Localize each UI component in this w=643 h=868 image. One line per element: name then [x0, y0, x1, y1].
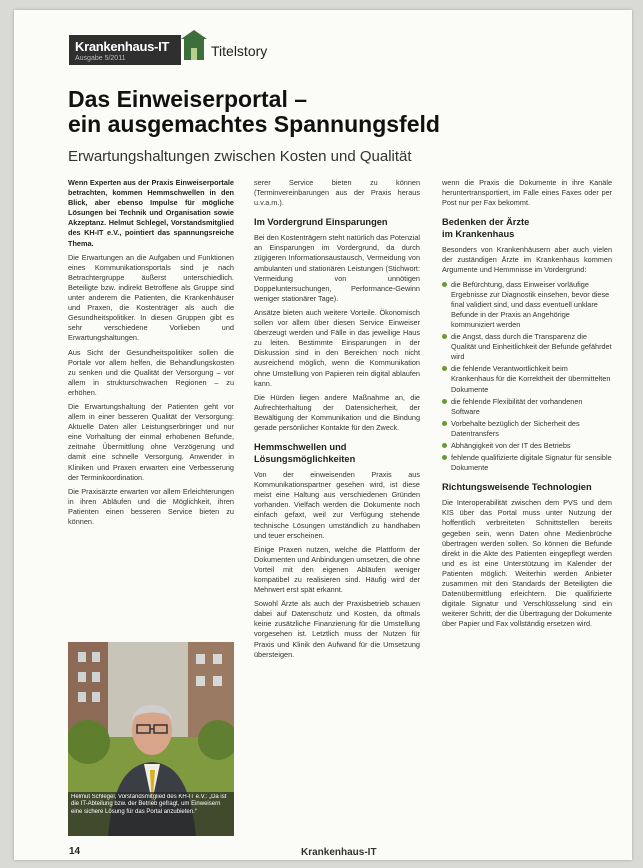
logo-name: Krankenhaus-IT — [75, 39, 170, 54]
bullet-icon — [442, 443, 447, 448]
article-title — [68, 87, 588, 137]
body-paragraph: Sowohl Ärzte als auch der Praxisbetrieb schauen dabei auf Datenschutz und Kosten, da oftmals keine zusätzliche Finanzierung für die Umstellung vorgesehen ist. Letztlich muss der Nutzen für Praxis und Klinik den Aufwand für die Umsetzung übersteigen. — [254, 599, 420, 659]
magazine-logo — [69, 35, 181, 65]
bullet-icon — [442, 366, 447, 371]
bullet-icon — [442, 399, 447, 404]
text-column-1 — [68, 178, 234, 638]
body-paragraph: Die Erwartungshaltung der Patienten geht vor allem in einer besseren Qualität der Versorgung: Aktuelle Daten aller Leistungserbringer und nur eine Vorhaltung der einmal erhobenen Befunde, zeitnahe Übermittlung ohne Verzögerung und damit eine schnelle Versorgung. Anwender in Kliniken und Praxen erwarten eine Verbesserung der Terminkoordination. — [68, 401, 234, 482]
body-paragraph: wenn die Praxis die Dokumente in ihre Kanäle heruntertransportiert, im Falle eines Faxes oder per Post nur per Fax bekommt. — [442, 178, 612, 208]
list-item: die fehlende Verantwortlichkeit beim Krankenhaus für die Korrektheit der übermittelten Dokumente — [442, 364, 612, 394]
article-subtitle: Erwartungshaltungen zwischen Kosten und Qualität — [68, 148, 412, 165]
heading-line: Lösungsmöglichkeiten — [254, 454, 356, 465]
list-item: fehlende qualifizierte digitale Signatur für sensible Dokumente — [442, 453, 612, 473]
text-column-3 — [442, 178, 612, 850]
body-paragraph: Einige Praxen nutzen, welche die Plattform der Dokumenten und Anbindungen umsetzen, die ohne Vorteil mit den eigenen Abläufen weniger kompatibel zu realisieren sind. Häufig wird der Mehrwert erst spät erkannt. — [254, 544, 420, 595]
body-paragraph: Bei den Kostenträgern steht natürlich das Potenzial an Einsparungen im Vordergrund, da durch zügigeren Informationsaustausch, Vermeidung von ambulanten und stationären Leistungen (Stichwort: Vermeidung von unnötigen Doppeluntersuchungen, Performance-Gewinn weniger stationärer Tage). — [254, 233, 420, 303]
section-heading — [442, 216, 612, 240]
body-paragraph: Die Erwartungen an die Aufgaben und Funktionen eines Kommunikationsportals sind je nach Betrachtergruppe äußerst unterschiedlich. Beteiligte bzw. indirekt Betroffene als Gruppe sind unter anderem die Patienten, die Krankenhäuser und Praxen, die Kostenträger als auch die Gesundheitspolitiker. In diesen Gruppen gibt es sehr verschiedene Vorlieben und Erwartungshaltungen. — [68, 252, 234, 343]
concerns-list — [442, 280, 612, 474]
list-item: Vorbehalte bezüglich der Sicherheit des Datentransfers — [442, 419, 612, 439]
section-heading: Richtungsweisende Technologien — [442, 482, 592, 493]
body-paragraph: Die Hürden liegen andere Maßnahme an, die Aufrechterhaltung der Datensicherheit, der Bewältigung der Kommunikation und die Bindung gerade persönlicher Kontakte für den Zweck. — [254, 392, 420, 432]
body-paragraph: serer Service bieten zu können (Terminvereinbarungen aus der Praxis heraus u.v.a.m.). — [254, 178, 420, 208]
lead-paragraph: Wenn Experten aus der Praxis Einweiserportale betrachten, kommen Hemmschwellen in den Blick, aber ebenso Impulse für mögliche Lösungen bei Technik und Organisation sowie Akzeptanz. Helmut Schlegel, Vorstandsmitglied des KH-IT e.V., pointiert das spannungsreiche Thema. — [68, 178, 234, 248]
bullet-icon — [442, 455, 447, 460]
rubric-label: Titelstory — [211, 43, 268, 59]
section-heading: Im Vordergrund Einsparungen — [254, 217, 388, 228]
issue-label: Ausgabe 5/2011 — [75, 55, 126, 62]
title-line-1: Das Einweiserportal – — [68, 86, 308, 112]
bullet-icon — [442, 421, 447, 426]
body-paragraph: Von der einweisenden Praxis aus Kommunikationspartner gesehen wird, ist diese meist eine Haltung aus verschiedenen Gründen vorhanden. Vielfach werden die Dokumente noch einfach gefaxt, weil zur Verfügung stehende technische Lösungen umständlich zu handhaben und teuer erscheinen. — [254, 470, 420, 540]
photo-caption: Helmut Schlegel, Vorstandsmitglied des KH-IT e.V.: „Da ist die IT-Abteilung bzw. der Betrieb gefragt, um Einweisern eine sichere Lösung für das Portal anzubieten.“ — [71, 794, 227, 815]
house-icon — [184, 38, 204, 60]
body-paragraph: Besonders von Krankenhäusern aber auch vielen der zuständigen Ärzte im Krankenhaus kommen Argumente und Hemmnisse im Vordergrund: — [442, 245, 612, 275]
list-item: Abhängigkeit von der IT des Betriebs — [442, 441, 612, 451]
heading-line: Bedenken der Ärzte — [442, 217, 530, 228]
body-paragraph: Aus Sicht der Gesundheitspolitiker sollen die Portale vor allem helfen, die Behandlungskosten zu senken und die Qualität der Versorgung – vor allem in strukturschwachen Regionen – zu erhöhen. — [68, 347, 234, 397]
list-item: die Angst, dass durch die Transparenz die Qualität und Einheitlichkeit der Befunde gefährdet wird — [442, 332, 612, 362]
portrait-illustration — [68, 642, 234, 836]
text-column-2 — [254, 178, 420, 850]
heading-line: im Krankenhaus — [442, 229, 515, 240]
footer-logo: Krankenhaus-IT — [301, 847, 377, 858]
bullet-icon — [442, 334, 447, 339]
bullet-icon — [442, 282, 447, 287]
section-heading — [254, 441, 420, 465]
list-item: die fehlende Flexibilität der vorhandenen Software — [442, 397, 612, 417]
page-number: 14 — [69, 846, 81, 857]
body-paragraph: Die Praxisärzte erwarten vor allem Erleichterungen in ihren Abläufen und die Möglichkeit, ihren Patienten einen besseren Service bieten zu können. — [68, 486, 234, 526]
title-line-2: ein ausgemachtes Spannungsfeld — [68, 111, 440, 137]
body-paragraph: Die Interoperabilität zwischen dem PVS und dem KIS über das Portal muss unter Nutzung der hoffentlich verbreiteten Schnittstellen bereits gegeben sein, wenn Daten ohne Medienbrüche übertragen werden sollen. So können die Befunde direkt in die Akte des Patienten eingepflegt werden und es ist eine Unterstützung im Kalender der Patienten möglich. Weiterhin werden Anbieter zusammen mit den Standards der Beteiligten die Datenübermittlung erleichtern. Die qualifizierte digitale Signatur und Verschlüsselung sind ein weiterer Schritt, der die Übertragung der Dokumente über Papier und Fax vollständig ersetzen wird. — [442, 498, 612, 629]
portrait-photo — [68, 642, 234, 836]
magazine-page — [14, 10, 632, 860]
list-item: die Befürchtung, dass Einweiser vorläufige Ergebnisse zur Diagnostik einsehen, bevor diese final validiert sind, und dass eventuell unklare Befunde in der Praxis an Angehörige kommuniziert werden — [442, 280, 612, 330]
heading-line: Hemmschwellen und — [254, 442, 347, 453]
body-paragraph: Ansätze bieten auch weitere Vorteile. Ökonomisch sollen vor allem über diesen Service Einweiser überzeugt werden und Fälle in das jeweilige Haus zu leiten. Bestimmte Einsparungen in der Diskussion sind in den Bereichen noch nicht ausreichend möglich, wenn die Kommunikation ohne Umstellung von Papieren rein digital ablaufen kann. — [254, 307, 420, 388]
